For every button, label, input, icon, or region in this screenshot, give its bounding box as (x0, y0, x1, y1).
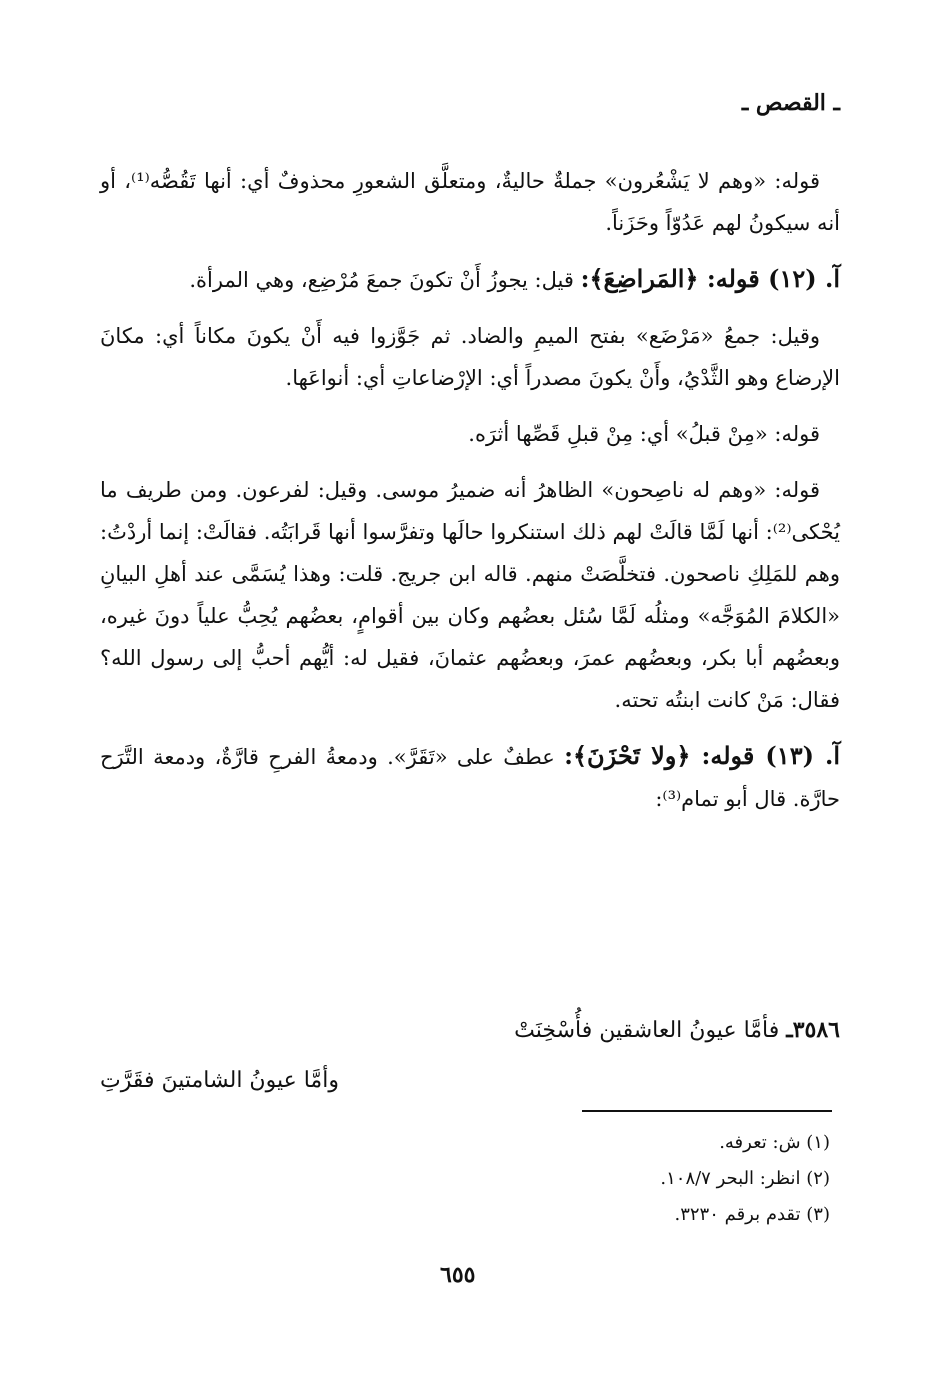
poem-line-1 (100, 1005, 840, 1056)
paragraph-6-text: عطفٌ على «تَقَرَّ». ودمعةُ الفرحِ قارَّةٌ، ودمعة التَّرَح حارَّة. قال أبو تمام⁽³⁾: (100, 745, 840, 811)
poem (100, 1005, 840, 1106)
verse-label-12: آ. (١٢) قوله: ﴿المَراضِعَ﴾: (580, 264, 840, 293)
paragraph-4: قوله: «مِنْ قبلُ» أي: مِنْ قبلِ قَصِّها أثرَه. (468, 422, 820, 446)
paragraph-2-text: قيل: يجوزُ أَنْ تكونَ جمعَ مُرْضِع، وهي المرأة. (189, 268, 574, 292)
poem-number: ٣٥٨٦ـ (786, 1017, 840, 1043)
paragraph-5: قوله: «وهم له ناصِحون» الظاهرُ أنه ضميرُ موسى. وقيل: لفرعون. ومن طريف ما يُحْكى⁽²⁾: أنها لَمَّا قالَتْ لهم ذلك استنكروا حالَها وتفرَّسوا أنها قَرابَتُه. فقالَتْ: إنما أردْتُ: وهم للمَلِكِ ناصحون. فتخلَّصَتْ منهم. قاله ابن جريج. قلت: وهذا يُسَمَّى عند أهلِ البيانِ «الكلامَ المُوَجَّه» ومثلُه لَمَّا سُئل بعضُهم وكان بين أقوامٍ، بعضُهم يُحِبُّ علياً دونَ غيره، وبعضُهم أبا بكر، وبعضُهم عمرَ، وبعضُهم عثمانَ، فقيل له: أيُّهم أحبُّ إلى رسول الله؟ فقال: مَنْ كانت ابنتُه تحته. (100, 478, 840, 712)
footnote-1: (١) ش: تعرفه. (719, 1132, 830, 1153)
page-number: ٦٥٥ (440, 1262, 476, 1288)
footnote-3: (٣) تقدم برقم ٣٢٣٠. (674, 1204, 830, 1225)
footnote-divider (582, 1110, 832, 1112)
running-head: ـ القصص ـ (741, 90, 840, 116)
poem-hemistich-1: فأمَّا عيونُ العاشقين فأُسْخِنَتْ (514, 1018, 780, 1043)
paragraph-1: قوله: «وهم لا يَشْعُرون» جملةٌ حاليةٌ، ومتعلَّق الشعورِ محذوفٌ أي: أنها تَقُصُّه⁽¹⁾، أو أنه سيكونُ لهم عَدُوّاً وحَزَناً. (100, 169, 840, 235)
paragraph-6 (100, 735, 840, 820)
footnotes (430, 1125, 830, 1233)
paragraph-3: وقيل: جمعُ «مَرْضَع» بفتح الميمِ والضاد. ثم جَوَّزوا فيه أَنْ يكونَ مكاناً أي: مكانَ الإرضاع وهو الثَّدْيُ، وأَنْ يكونَ مصدراً أي: الإرْضاعاتِ أي: أنواعَها. (100, 324, 840, 390)
footnote-2: (٢) انظر: البحر ١٠٨/٧. (660, 1168, 830, 1189)
paragraph-2 (100, 258, 840, 301)
body-text (100, 160, 840, 834)
poem-hemistich-2: وأمَّا عيونُ الشامتينَ فقَرَّتِ (100, 1068, 339, 1093)
verse-label-13: آ. (١٣) قوله: ﴿ولا تَحْزَنَ﴾: (564, 741, 840, 770)
